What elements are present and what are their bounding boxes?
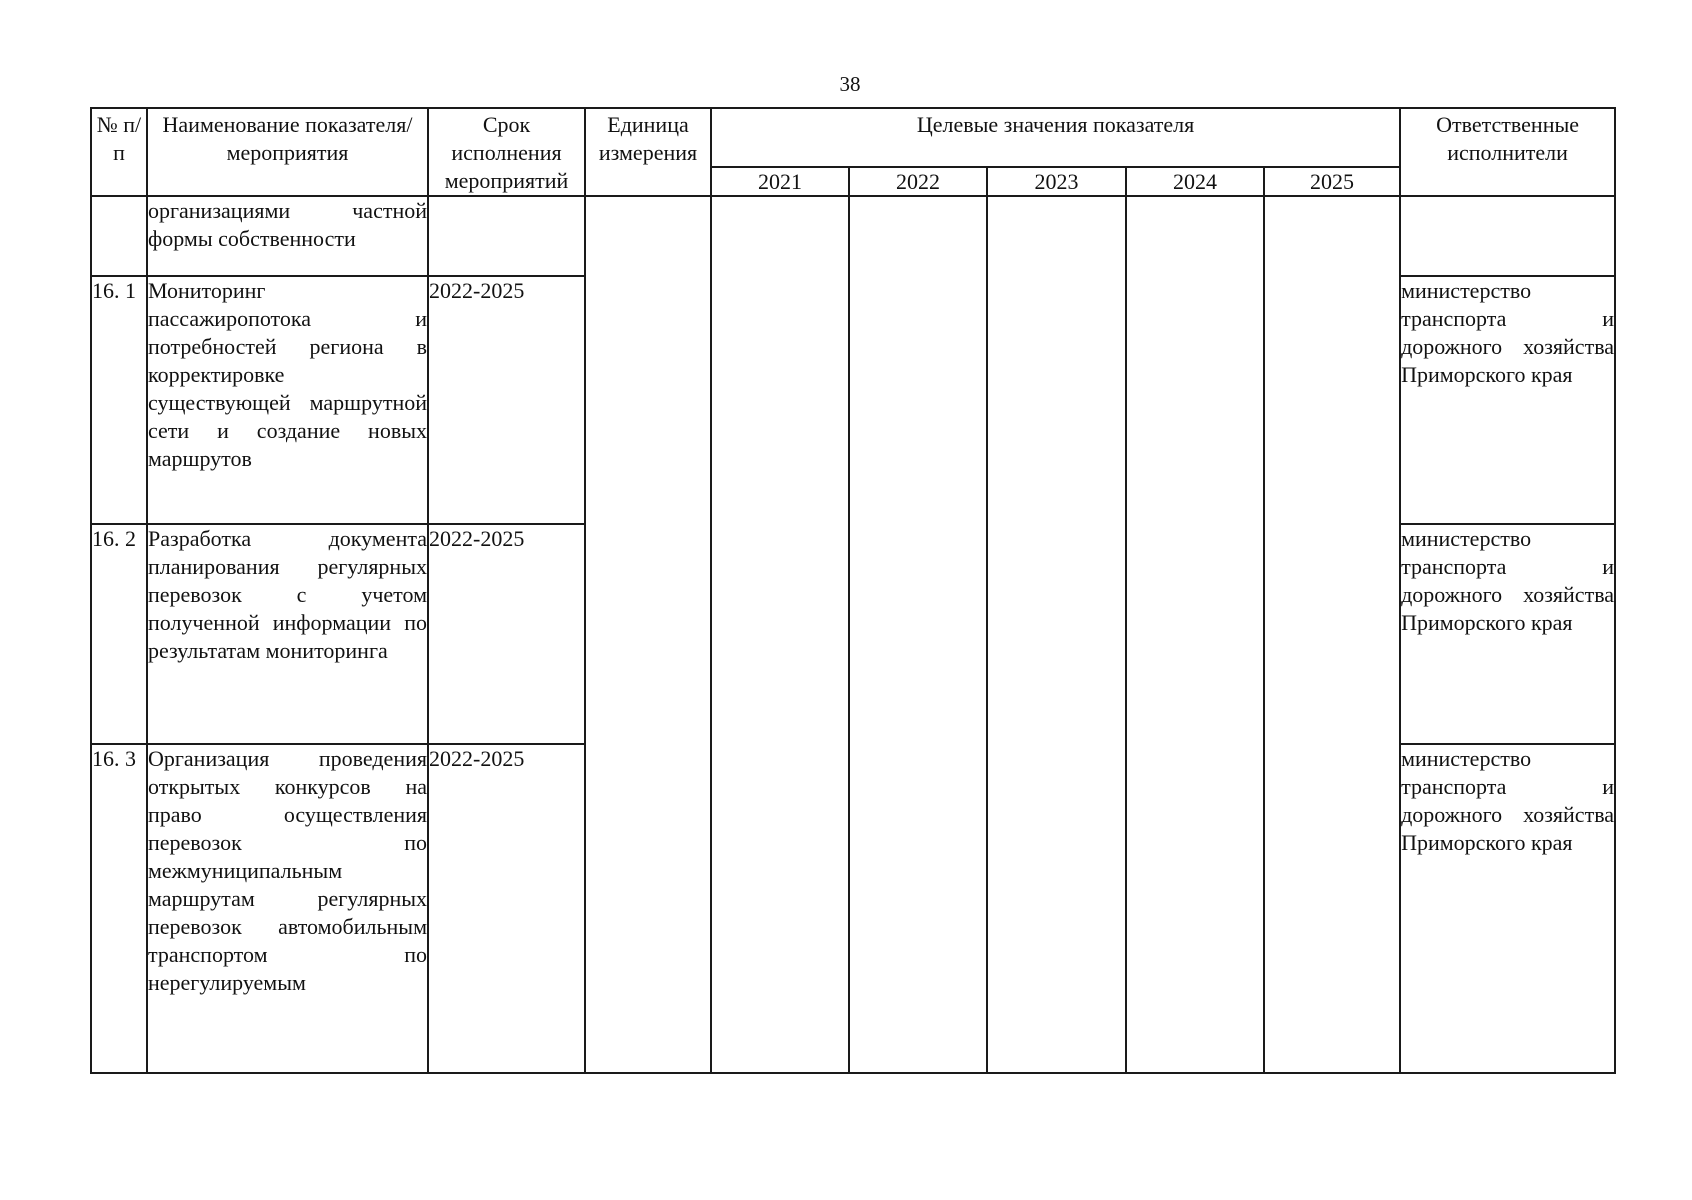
row-name: Разработка документа планирования регулярных перевозок с учетом полученной информации по результатам мониторинга bbox=[147, 524, 428, 744]
header-name: Наименование показателя/мероприятия bbox=[147, 108, 428, 196]
value-2022-cell bbox=[849, 196, 987, 1073]
page-number: 38 bbox=[839, 72, 861, 96]
header-year-2025: 2025 bbox=[1264, 167, 1400, 196]
header-term: Срок исполнения мероприятий bbox=[428, 108, 585, 196]
row-name: Мониторинг пассажиропотока и потребностей региона в корректировке существующей маршрутной сети и создание новых маршрутов bbox=[147, 276, 428, 524]
value-2021-cell bbox=[711, 196, 849, 1073]
header-targets: Целевые значения показателя bbox=[711, 108, 1400, 167]
row-num: 16. 1 bbox=[91, 276, 147, 524]
row-num: 16. 3 bbox=[91, 744, 147, 1073]
row-term: 2022-2025 bbox=[428, 744, 585, 1073]
header-year-2022: 2022 bbox=[849, 167, 987, 196]
row-num: 16. 2 bbox=[91, 524, 147, 744]
table-header-row bbox=[91, 108, 1615, 167]
header-responsible: Ответственные исполнители bbox=[1400, 108, 1615, 196]
value-2025-cell bbox=[1264, 196, 1400, 1073]
header-num: № п/п bbox=[91, 108, 147, 196]
row-responsible: министерство транспорта и дорожного хозяйства Приморского края bbox=[1400, 276, 1615, 524]
row-term: 2022-2025 bbox=[428, 276, 585, 524]
row-name: Организация проведения открытых конкурсов на право осуществления перевозок по межмуниципальным маршрутам регулярных перевозок автомобильным транспортом по нерегулируемым bbox=[147, 744, 428, 1073]
header-unit: Единица измерения bbox=[585, 108, 711, 196]
value-2023-cell bbox=[987, 196, 1126, 1073]
row-term: 2022-2025 bbox=[428, 524, 585, 744]
row-responsible: министерство транспорта и дорожного хозяйства Приморского края bbox=[1400, 744, 1615, 1073]
unit-cell bbox=[585, 196, 711, 1073]
header-year-2021: 2021 bbox=[711, 167, 849, 196]
row-name: организациями частной формы собственности bbox=[147, 196, 428, 276]
header-year-2023: 2023 bbox=[987, 167, 1126, 196]
row-term bbox=[428, 196, 585, 276]
row-num bbox=[91, 196, 147, 276]
row-responsible bbox=[1400, 196, 1615, 276]
row-responsible: министерство транспорта и дорожного хозяйства Приморского края bbox=[1400, 524, 1615, 744]
table-row bbox=[91, 196, 1615, 276]
indicators-table bbox=[90, 107, 1616, 1074]
value-2024-cell bbox=[1126, 196, 1264, 1073]
header-year-2024: 2024 bbox=[1126, 167, 1264, 196]
